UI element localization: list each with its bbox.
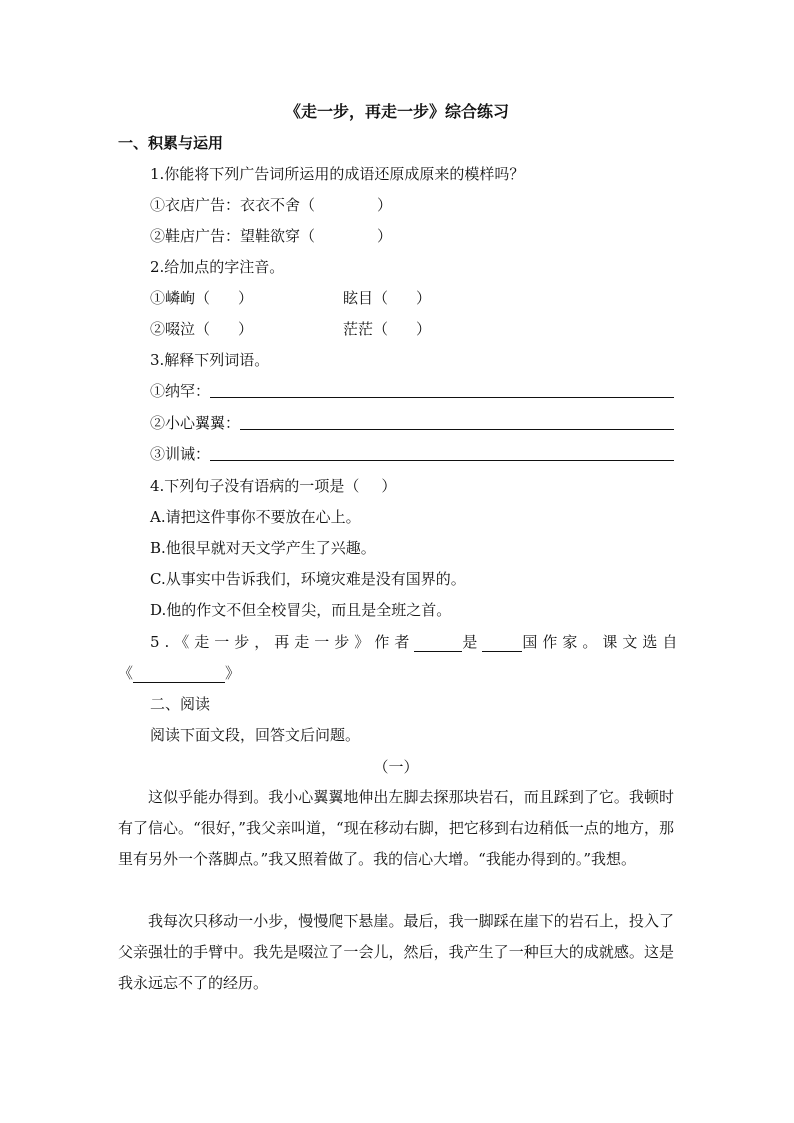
q3-item-c <box>150 444 674 464</box>
q5-author-blank[interactable] <box>414 635 462 652</box>
q2-item-a1-text: ①嶙峋（ <box>150 289 211 307</box>
q2-item-b1-close: ） <box>238 320 254 338</box>
q3-item-a <box>150 381 674 401</box>
q4-close: ） <box>381 477 397 495</box>
q5-line <box>150 632 682 652</box>
q1-item-b-close: ） <box>377 227 393 245</box>
q4-stem-text: 4.下列句子没有语病的一项是（ <box>150 477 360 495</box>
q2-item-a1-close: ） <box>238 289 254 307</box>
q5-text-is: 是 <box>462 633 483 651</box>
q1-stem: 1.你能将下列广告词所运用的成语还原成原来的模样吗？ <box>150 165 525 183</box>
section-heading-reading: 二、阅读 <box>150 695 211 713</box>
q1-item-a-close: ） <box>377 196 393 214</box>
reading-paragraph-1: 这似乎能办得到。我小心翼翼地伸出左脚去探那块岩石，而且踩到了它。我顿时有了信心。“很好，”我父亲叫道，“现在移动右脚，把它移到右边稍低一点的地方，那里有另外一个落脚点。”我又照着做了。我的信心大增。“我能办得到的。”我想。 <box>118 788 674 868</box>
q1-item-b <box>150 226 392 246</box>
q2-item-b1-text: ②啜泣（ <box>150 320 211 338</box>
q1-item-a-text: ①衣店广告：衣衣不舍（ <box>150 196 316 214</box>
q2-item-b1 <box>150 319 253 339</box>
q4-option-a: A.请把这件事你不要放在心上。 <box>150 508 361 526</box>
q5-text-author: 5.《走一步，再走一步》作者 <box>150 633 415 651</box>
q4-stem <box>150 476 396 496</box>
q2-stem: 2.给加点的字注音。 <box>150 258 285 276</box>
q2-item-a2 <box>343 288 431 308</box>
q3-item-b-text: ②小心翼翼： <box>150 414 241 432</box>
reading-paragraph-2: 我每次只移动一小步，慢慢爬下悬崖。最后，我一脚踩在崖下的岩石上，投入了父亲强壮的手臂中。我先是啜泣了一会儿，然后，我产生了一种巨大的成就感。这是我永远忘不了的经历。 <box>118 912 674 992</box>
q2-item-a2-close: ） <box>416 289 432 307</box>
q1-item-a <box>150 195 392 215</box>
q2-item-a2-text: 眩目（ <box>343 289 389 307</box>
q3-item-a-answer-line[interactable] <box>210 381 674 398</box>
q3-stem: 3.解释下列词语。 <box>150 351 270 369</box>
q5-source-line <box>118 663 240 683</box>
q5-text-source: 国作家。课文选自 <box>522 633 683 651</box>
q5-source-blank[interactable] <box>133 666 225 683</box>
section-heading-accumulation: 一、积累与运用 <box>118 134 224 152</box>
reading-part-label: （一） <box>373 758 419 776</box>
q2-item-b2 <box>343 319 431 339</box>
q5-source-open: 《 <box>118 664 134 682</box>
q4-option-d: D.他的作文不但全校冒尖，而且是全班之首。 <box>150 601 452 619</box>
q5-country-blank[interactable] <box>482 635 522 652</box>
q3-item-a-text: ①纳罕： <box>150 382 211 400</box>
q3-item-b-answer-line[interactable] <box>240 413 674 430</box>
q3-item-b <box>150 413 674 433</box>
q4-option-c: C.从事实中告诉我们，环境灾难是没有国界的。 <box>150 570 466 588</box>
q3-item-c-answer-line[interactable] <box>210 444 674 461</box>
q2-item-b2-text: 茫茫（ <box>343 320 389 338</box>
q2-item-a1 <box>150 288 253 308</box>
reading-intro: 阅读下面文段，回答文后问题。 <box>150 726 361 744</box>
q3-item-c-text: ③训诫： <box>150 445 211 463</box>
q1-item-b-text: ②鞋店广告：望鞋欲穿（ <box>150 227 316 245</box>
worksheet-title: 《走一步，再走一步》综合练习 <box>284 102 509 121</box>
q5-source-close: 》 <box>225 664 241 682</box>
q2-item-b2-close: ） <box>416 320 432 338</box>
q4-option-b: B.他很早就对天文学产生了兴趣。 <box>150 539 376 557</box>
